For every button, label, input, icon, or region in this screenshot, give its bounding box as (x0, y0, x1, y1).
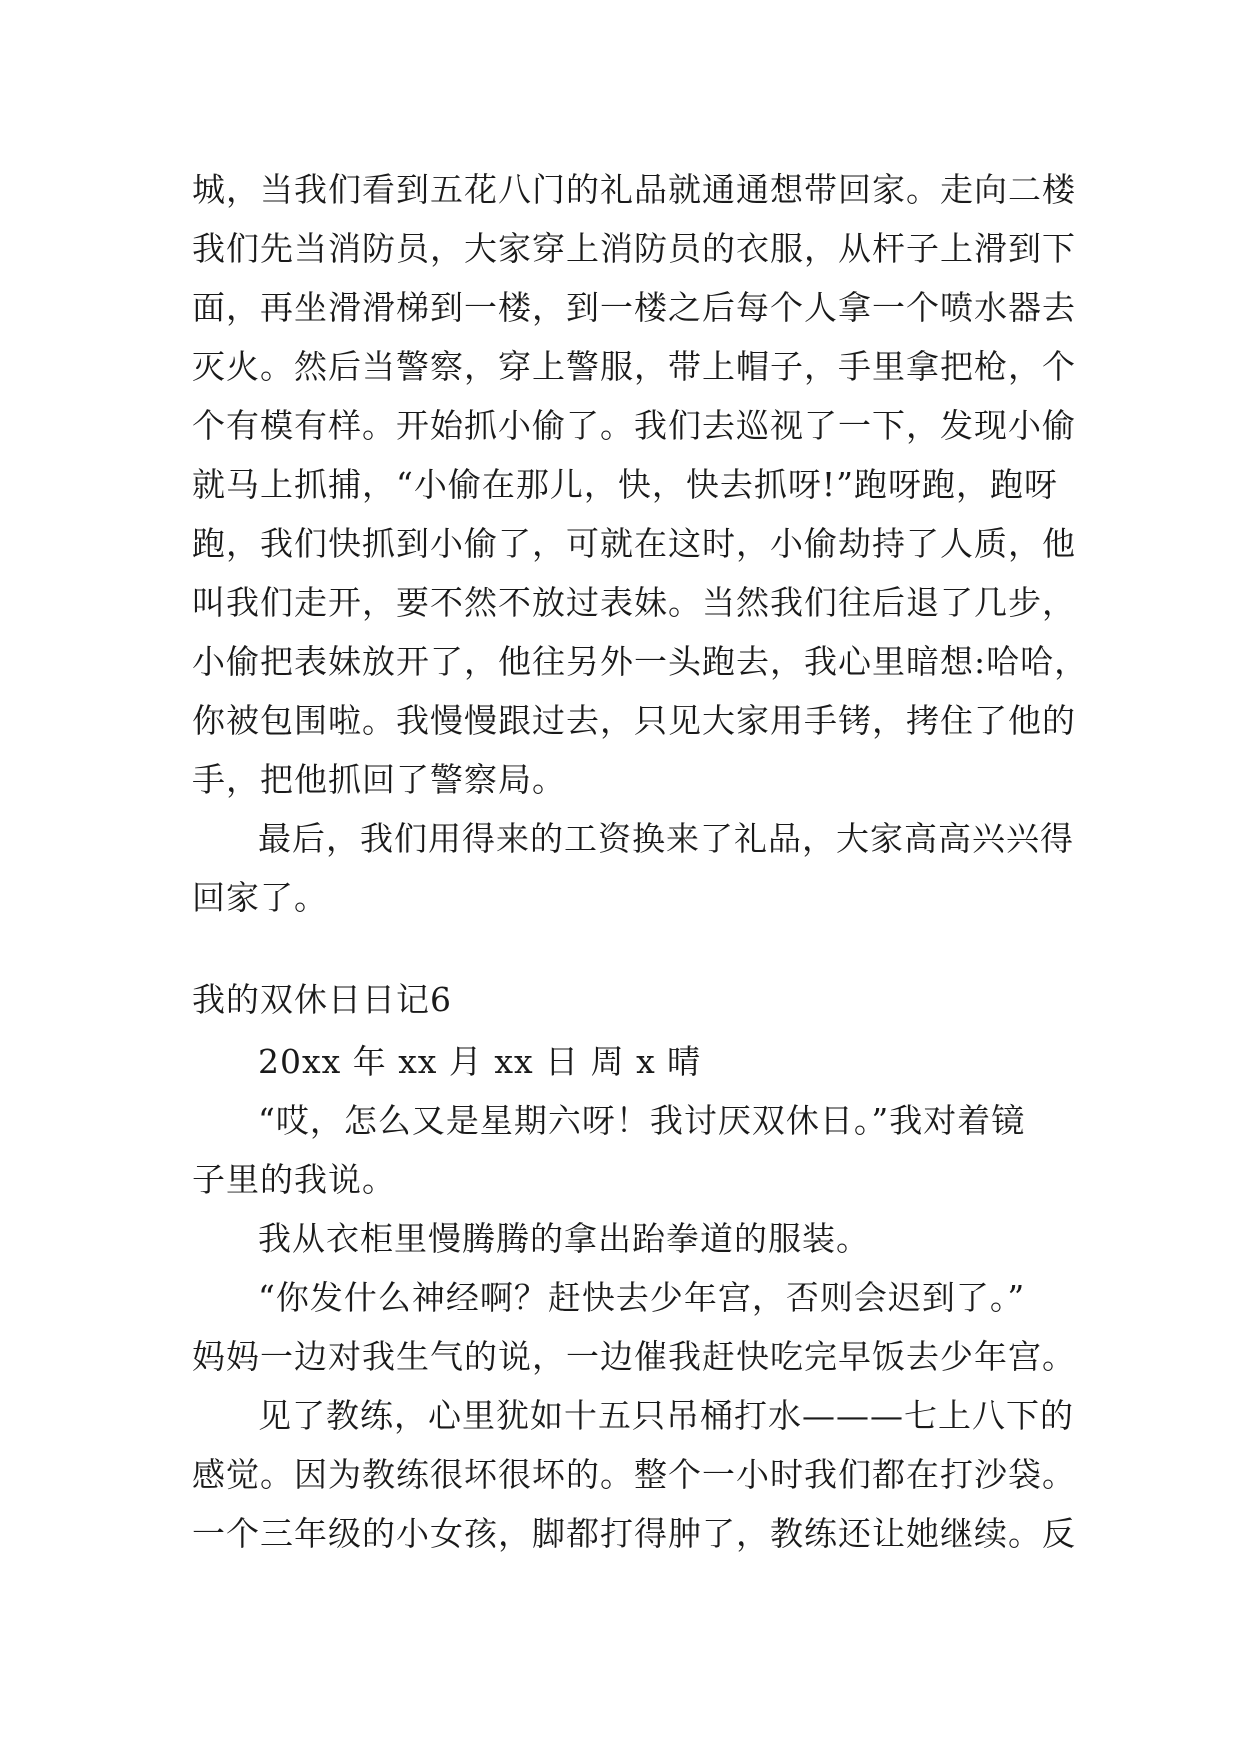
text-line: 一个三年级的小女孩，脚都打得肿了，教练还让她继续。反 (192, 1514, 1076, 1553)
text-line: 回家了。 (192, 878, 328, 917)
text-line: 手，把他抓回了警察局。 (192, 760, 566, 799)
text-line: 城，当我们看到五花八门的礼品就通通想带回家。走向二楼 (192, 170, 1076, 209)
text-line: 你被包围啦。我慢慢跟过去，只见大家用手铐，拷住了他的 (192, 701, 1076, 740)
text-line: 子里的我说。 (192, 1160, 396, 1199)
text-line: 个有模有样。开始抓小偷了。我们去巡视了一下，发现小偷 (192, 406, 1076, 445)
date-line: 20xx 年 xx 月 xx 日 周 x 晴 (258, 1042, 702, 1081)
text-line: “你发什么神经啊？赶快去少年宫，否则会迟到了。” (258, 1278, 1026, 1317)
text-line: 妈妈一边对我生气的说，一边催我赶快吃完早饭去少年宫。 (192, 1337, 1076, 1376)
text-line: 最后，我们用得来的工资换来了礼品，大家高高兴兴得 (258, 819, 1074, 858)
text-line: 跑，我们快抓到小偷了，可就在这时，小偷劫持了人质，他 (192, 524, 1076, 563)
diary-title: 我的双休日日记6 (192, 980, 452, 1019)
text-line: 我从衣柜里慢腾腾的拿出跆拳道的服装。 (258, 1219, 870, 1258)
diary-body (192, 1032, 1076, 1563)
text-line: 灭火。然后当警察，穿上警服，带上帽子，手里拿把枪，个 (192, 347, 1076, 386)
story-continuation (192, 160, 1089, 927)
text-line: 面，再坐滑滑梯到一楼，到一楼之后每个人拿一个喷水器去 (192, 288, 1076, 327)
text-line: 小偷把表妹放开了，他往另外一头跑去，我心里暗想:哈哈， (192, 642, 1089, 681)
text-line: 叫我们走开，要不然不放过表妹。当然我们往后退了几步， (192, 583, 1076, 622)
text-line: 我们先当消防员，大家穿上消防员的衣服，从杆子上滑到下 (192, 229, 1076, 268)
text-line: “哎，怎么又是星期六呀！我讨厌双休日。”我对着镜 (258, 1101, 1026, 1140)
text-line: 就马上抓捕，“小偷在那儿，快，快去抓呀!”跑呀跑，跑呀 (192, 465, 1059, 504)
text-line: 见了教练，心里犹如十五只吊桶打水———七上八下的 (258, 1396, 1074, 1435)
text-line: 感觉。因为教练很坏很坏的。整个一小时我们都在打沙袋。 (192, 1455, 1076, 1494)
